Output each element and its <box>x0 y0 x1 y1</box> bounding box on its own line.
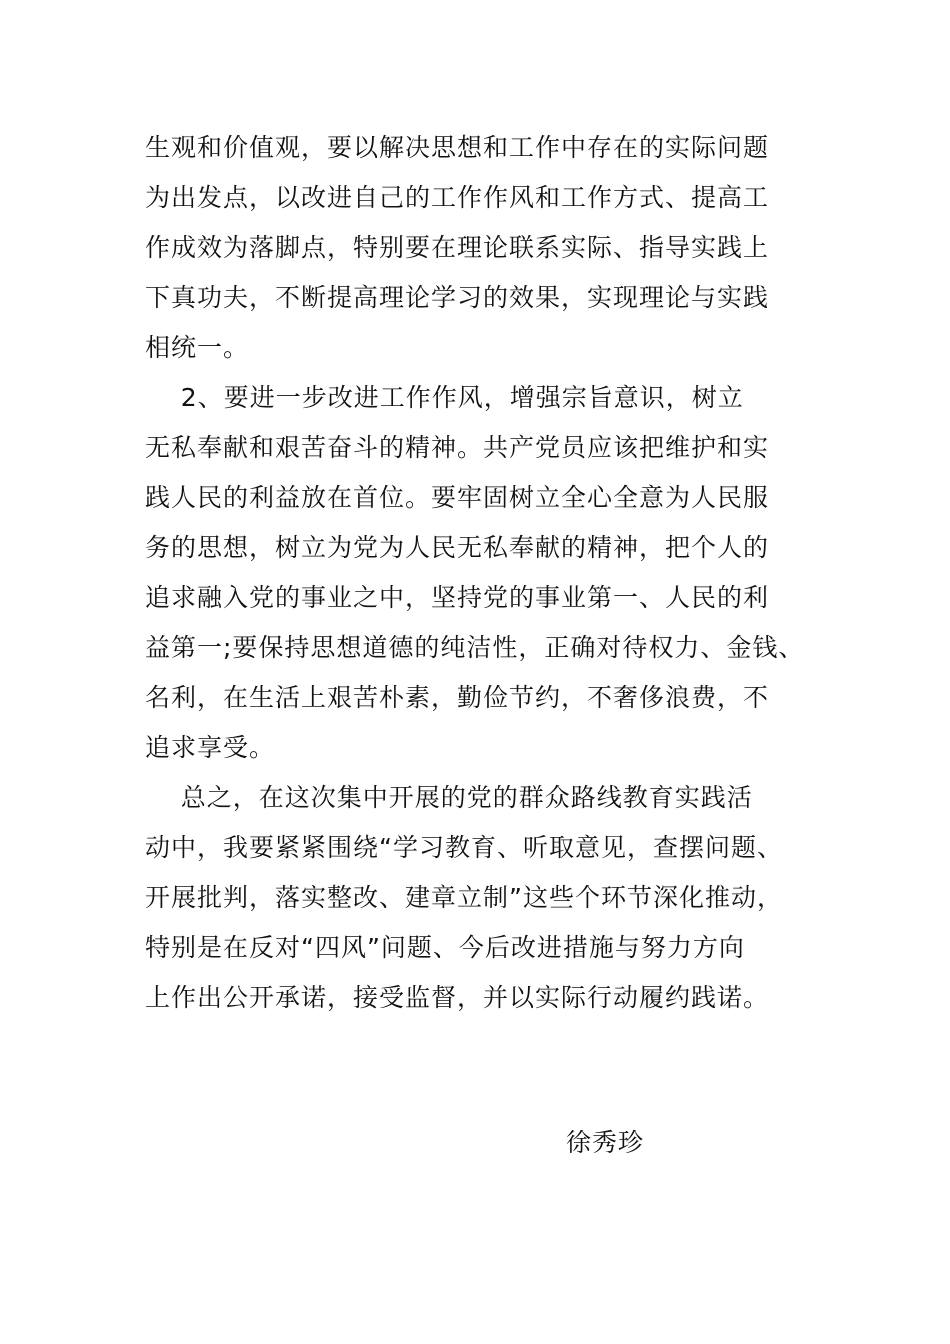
paragraph-2-line-8: 追求享受。 <box>145 733 276 762</box>
paragraph-2-line-1: 2、要进一步改进工作作风，增强宗旨意识，树立 <box>145 383 744 412</box>
paragraph-1-line-4: 下真功夫，不断提高理论学习的效果，实现理论与实践 <box>145 283 770 312</box>
paragraph-3-line-4: 特别是在反对“四风”问题、今后改进措施与努力方向 <box>145 933 745 962</box>
paragraph-2-line-2: 无私奉献和艰苦奋斗的精神。共产党员应该把维护和实 <box>145 433 770 462</box>
paragraph-3-line-5: 上作出公开承诺，接受监督，并以实际行动履约践诺。 <box>145 983 770 1012</box>
paragraph-2-line-7: 名利，在生活上艰苦朴素，勤俭节约，不奢侈浪费，不 <box>145 683 770 712</box>
paragraph-2-line-3: 践人民的利益放在首位。要牢固树立全心全意为人民服 <box>145 483 770 512</box>
signature-name: 徐秀珍 <box>566 1128 645 1157</box>
paragraph-2-line-4: 务的思想，树立为党为人民无私奉献的精神，把个人的 <box>145 533 770 562</box>
paragraph-2-line-6: 益第一;要保持思想道德的纯洁性，正确对待权力、金钱、 <box>145 633 805 662</box>
paragraph-3-line-2: 动中，我要紧紧围绕“学习教育、听取意见，查摆问题、 <box>145 833 783 862</box>
paragraph-2-line-5: 追求融入党的事业之中，坚持党的事业第一、人民的利 <box>145 583 770 612</box>
paragraph-1-line-2: 为出发点，以改进自己的工作作风和工作方式、提高工 <box>145 183 770 212</box>
paragraph-1-line-1: 生观和价值观，要以解决思想和工作中存在的实际问题 <box>145 133 770 162</box>
paragraph-1-line-3: 作成效为落脚点，特别要在理论联系实际、指导实践上 <box>145 233 770 262</box>
paragraph-3-line-1: 总之，在这次集中开展的党的群众路线教育实践活 <box>145 783 753 812</box>
paragraph-3-line-3: 开展批判，落实整改、建章立制”这些个环节深化推动， <box>145 883 783 912</box>
paragraph-1-line-5: 相统一。 <box>145 333 250 362</box>
